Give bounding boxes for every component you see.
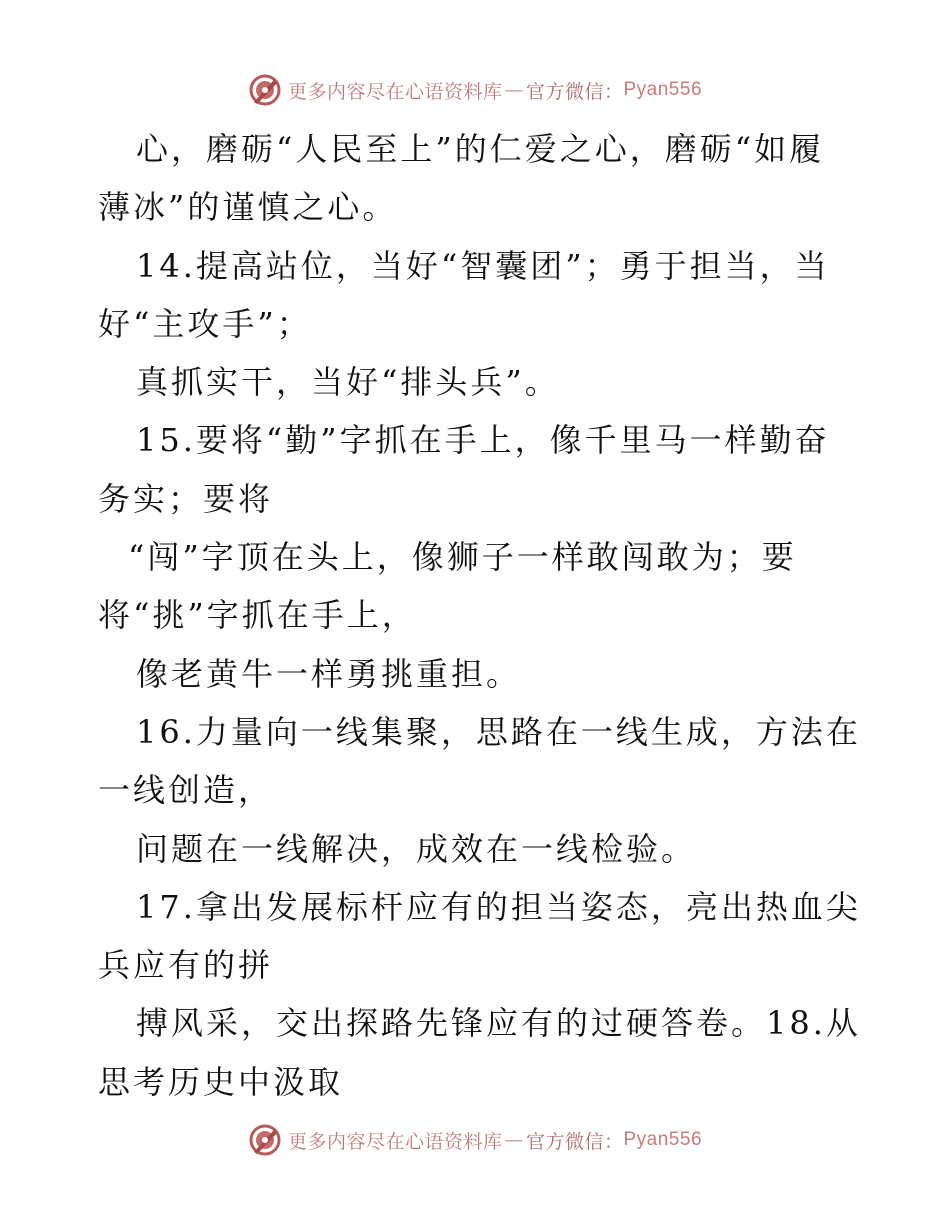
watermark-wechat-id: Pyan556: [623, 1129, 703, 1150]
text-line: 兵应有的拼: [98, 946, 274, 985]
text-line: 心，磨砺“人民至上”的仁爱之心，磨砺“如履: [136, 130, 825, 168]
text-line: 15.要将“勤”字抓在手上，像千里马一样勤奋: [136, 421, 830, 460]
text-line: 务实；要将: [98, 479, 274, 518]
text-line: 真抓实干，当好“排头兵”。: [136, 363, 560, 402]
text-line: 薄冰”的谨慎之心。: [98, 188, 398, 227]
watermark-text: 更多内容尽在心语资料库: [287, 1130, 503, 1153]
watermark-wechat-label: 官方微信：: [525, 1130, 624, 1153]
text-line: 16.力量向一线集聚，思路在一线生成，方法在: [136, 712, 861, 751]
watermark-dash: —: [504, 1129, 524, 1151]
text-line: 搏风采，交出探路先锋应有的过硬答卷。18.从: [136, 1004, 861, 1043]
text-line: 问题在一线解决，成效在一线检验。: [136, 829, 697, 868]
watermark-wechat-id: Pyan556: [623, 79, 703, 100]
footer-watermark: [0, 1122, 950, 1158]
watermark-wechat-label: 官方微信：: [525, 80, 624, 103]
watermark-text: 更多内容尽在心语资料库: [287, 80, 503, 103]
text-line: 将“挑”字抓在手上，: [98, 596, 417, 635]
watermark-dash: —: [504, 79, 524, 101]
text-line: 像老黄牛一样勇挑重担。: [136, 654, 522, 693]
quill-pen-logo-icon: [248, 1123, 282, 1157]
text-line: “闯”字顶在头上，像狮子一样敢闯敢为；要: [128, 538, 797, 577]
text-line: 14.提高站位，当好“智囊团”；勇于担当，当: [136, 246, 830, 285]
document-body: [98, 120, 861, 1111]
quill-pen-logo-icon: [248, 73, 282, 107]
header-watermark: [0, 72, 950, 108]
text-line: 好“主攻手”；: [98, 304, 312, 343]
text-line: 一线创造，: [98, 771, 274, 810]
text-line: 思考历史中汲取: [98, 1062, 344, 1101]
text-line: 17.拿出发展标杆应有的担当姿态，亮出热血尖: [136, 887, 861, 926]
